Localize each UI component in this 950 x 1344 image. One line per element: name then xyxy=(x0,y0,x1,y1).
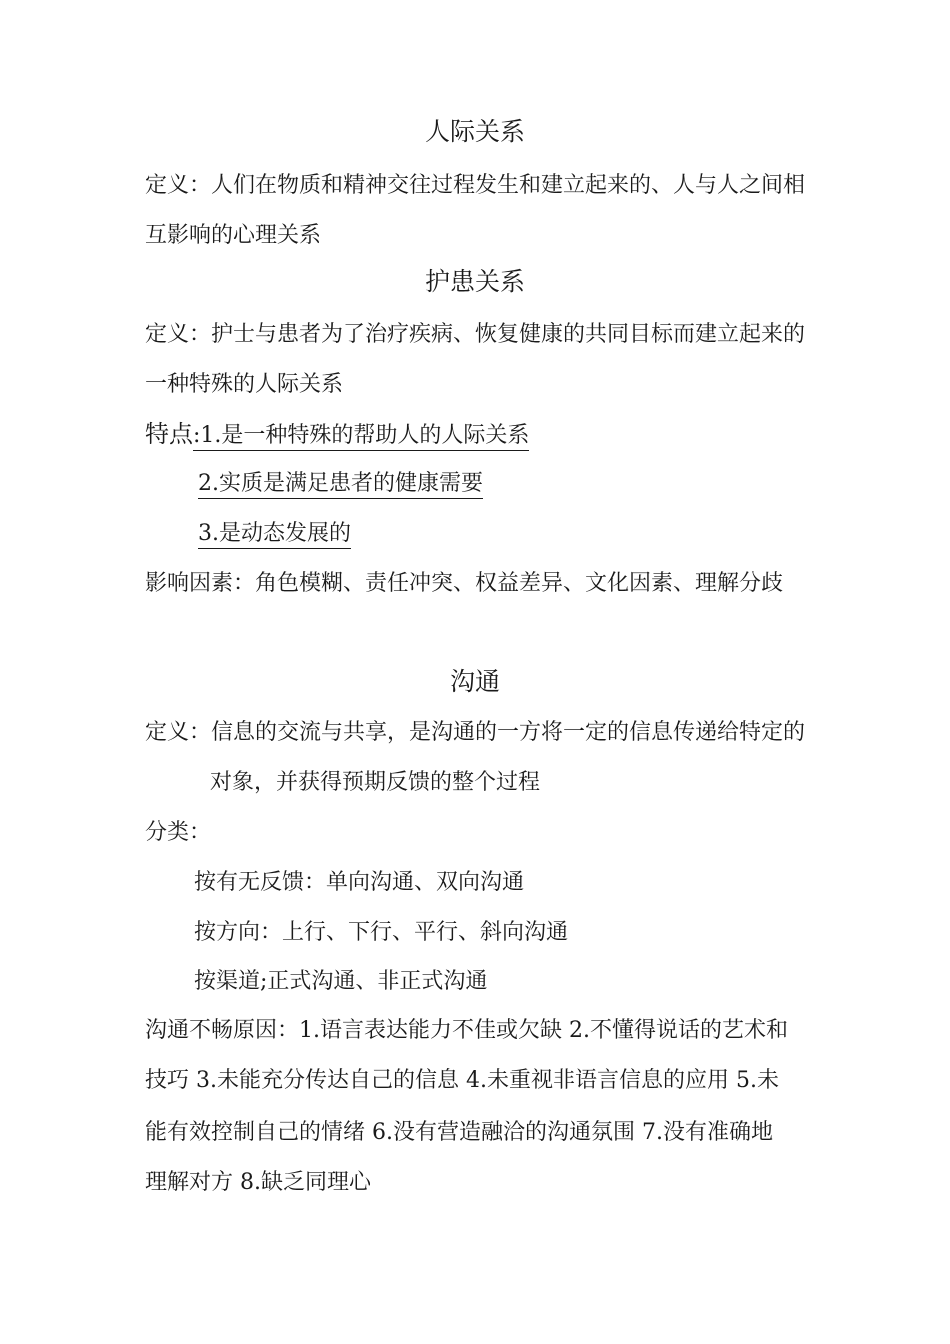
interpersonal-definition-line-2: 互影响的心理关系 xyxy=(145,223,322,248)
feature-item-2-row xyxy=(198,469,868,499)
barriers-line-3: 能有效控制自己的情绪 6.没有营造融洽的沟通氛围 7.没有准确地 xyxy=(145,1120,773,1145)
interpersonal-definition-line-1: 定义：人们在物质和精神交往过程发生和建立起来的、人与人之间相 xyxy=(145,173,806,198)
section-title-interpersonal: 人际关系 xyxy=(424,117,525,146)
feature-item-3-row xyxy=(198,519,868,549)
features-block xyxy=(145,419,815,451)
communication-definition-line-1: 定义：信息的交流与共享，是沟通的一方将一定的信息传递给特定的 xyxy=(145,720,806,745)
section-title-nurse-patient: 护患关系 xyxy=(424,267,525,296)
classification-item-3: 按渠道;正式沟通、非正式沟通 xyxy=(194,969,488,994)
section-title-communication: 沟通 xyxy=(449,667,500,696)
feature-item-3: 3.是动态发展的 xyxy=(198,521,351,549)
barriers-line-4: 理解对方 8.缺乏同理心 xyxy=(145,1170,371,1195)
barriers-line-1: 沟通不畅原因：1.语言表达能力不佳或欠缺 2.不懂得说话的艺术和 xyxy=(145,1018,788,1043)
nurse-patient-definition-line-1: 定义：护士与患者为了治疗疾病、恢复健康的共同目标而建立起来的 xyxy=(145,322,806,347)
feature-item-2: 2.实质是满足患者的健康需要 xyxy=(198,471,483,499)
barriers-line-2: 技巧 3.未能充分传达自己的信息 4.未重视非语言信息的应用 5.未 xyxy=(145,1068,779,1093)
feature-item-1: :1.是一种特殊的帮助人的人际关系 xyxy=(193,423,529,451)
classification-item-1: 按有无反馈：单向沟通、双向沟通 xyxy=(194,870,525,895)
communication-definition-line-2: 对象，并获得预期反馈的整个过程 xyxy=(210,770,541,795)
classification-item-2: 按方向：上行、下行、平行、斜向沟通 xyxy=(194,920,569,945)
influencing-factors: 影响因素：角色模糊、责任冲突、权益差异、文化因素、理解分歧 xyxy=(145,571,784,596)
nurse-patient-definition-line-2: 一种特殊的人际关系 xyxy=(145,372,344,397)
features-label: 特点 xyxy=(145,420,193,448)
classification-label: 分类： xyxy=(145,820,212,845)
